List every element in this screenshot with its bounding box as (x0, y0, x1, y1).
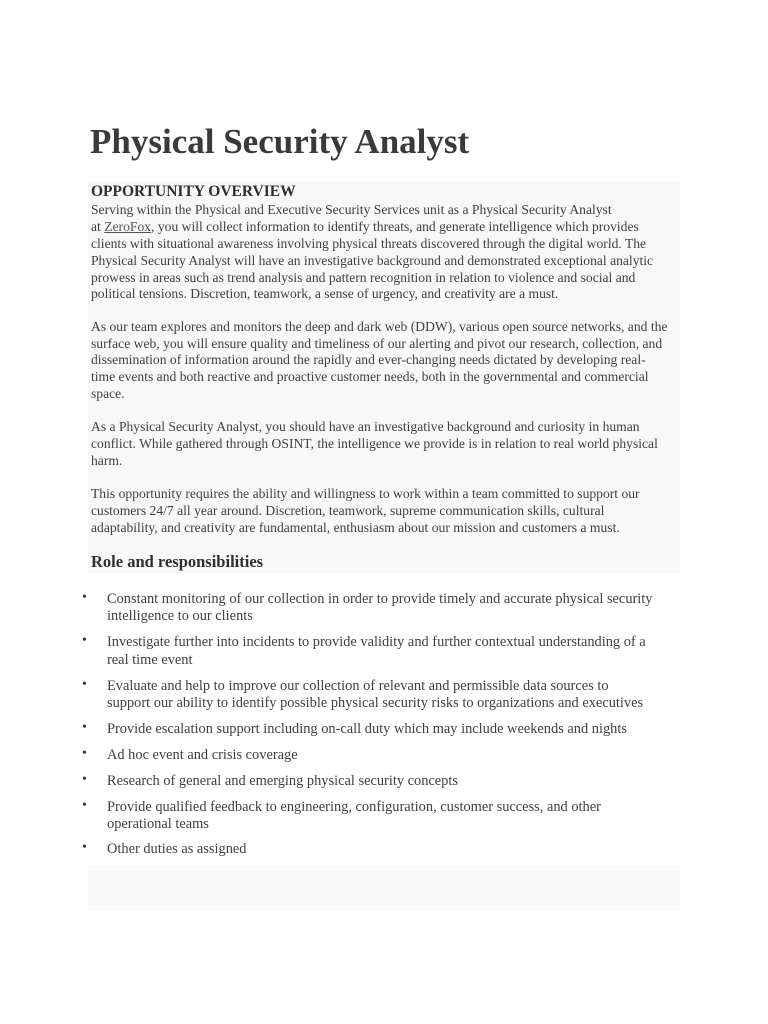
list-item-line: support our ability to identify possible physical security risks to organizations and executives (107, 695, 644, 711)
list-item-line: Research of general and emerging physical security concepts (107, 773, 458, 789)
page-title: Physical Security Analyst (90, 122, 470, 161)
paragraph-line: As a Physical Security Analyst, you should have an investigative background and curiosity in human (91, 419, 640, 434)
bullet-icon: • (82, 590, 87, 605)
opportunity-overview-heading: OPPORTUNITY OVERVIEW (91, 183, 296, 200)
list-item-line: Other duties as assigned (107, 841, 247, 857)
bullet-icon: • (82, 720, 87, 735)
roles-heading: Role and responsibilities (91, 552, 264, 571)
bullet-icon: • (82, 746, 87, 761)
list-item-line: operational teams (107, 816, 209, 832)
footer-panel (88, 866, 680, 910)
list-item-line: Investigate further into incidents to provide validity and further contextual understanding of a (107, 634, 646, 650)
list-item-line: intelligence to our clients (107, 608, 253, 624)
bullet-icon: • (82, 840, 87, 855)
list-item-line: Provide escalation support including on-call duty which may include weekends and nights (107, 721, 627, 737)
bullet-icon: • (82, 677, 87, 692)
paragraph-line: As our team explores and monitors the deep and dark web (DDW), various open source networks, and the (91, 319, 668, 334)
paragraph-line: customers 24/7 all year around. Discretion, teamwork, supreme communication skills, cultural (91, 503, 605, 518)
paragraph-line: prowess in areas such as trend analysis and pattern recognition in relation to violence and social and (91, 270, 636, 285)
list-item-line: real time event (107, 652, 193, 668)
paragraph-line: clients with situational awareness involving physical threats discovered through the digital world. The (91, 236, 647, 251)
bullet-icon: • (82, 798, 87, 813)
line-prefix: at (91, 219, 105, 234)
paragraph-line: space. (91, 386, 125, 401)
list-item-line: Provide qualified feedback to engineering, configuration, customer success, and other (107, 799, 601, 815)
paragraph-line: This opportunity requires the ability and willingness to work within a team committed to support our (91, 486, 640, 501)
paragraph-line: Serving within the Physical and Executive Security Services unit as a Physical Security Analyst (91, 202, 612, 217)
paragraph-line: adaptability, and creativity are fundamental, enthusiasm about our mission and customers a must. (91, 520, 620, 535)
zerofox-link[interactable]: ZeroFox (104, 219, 152, 234)
paragraph-line: harm. (91, 453, 123, 468)
list-item-line: Constant monitoring of our collection in order to provide timely and accurate physical security (107, 591, 653, 607)
list-item-line: Ad hoc event and crisis coverage (107, 747, 298, 763)
bullet-icon: • (82, 772, 87, 787)
paragraph-line: Physical Security Analyst will have an investigative background and demonstrated exceptional analytic (91, 253, 654, 268)
paragraph-line: political tensions. Discretion, teamwork, a sense of urgency, and creativity are a must. (91, 286, 559, 301)
paragraph-line (91, 219, 639, 236)
paragraph-line: surface web, you will ensure quality and timeliness of our alerting and pivot our research, collection, and (91, 336, 663, 351)
paragraph-line: time events and both reactive and proactive customer needs, both in the governmental and commercial (91, 369, 649, 384)
line-suffix: , you will collect information to identify threats, and generate intelligence which provides (151, 219, 639, 234)
paragraph-line: conflict. While gathered through OSINT, the intelligence we provide is in relation to real world physical (91, 436, 658, 451)
list-item-line: Evaluate and help to improve our collection of relevant and permissible data sources to (107, 678, 609, 694)
bullet-icon: • (82, 633, 87, 648)
paragraph-line: dissemination of information around the rapidly and ever-changing needs dictated by developing real- (91, 352, 646, 367)
